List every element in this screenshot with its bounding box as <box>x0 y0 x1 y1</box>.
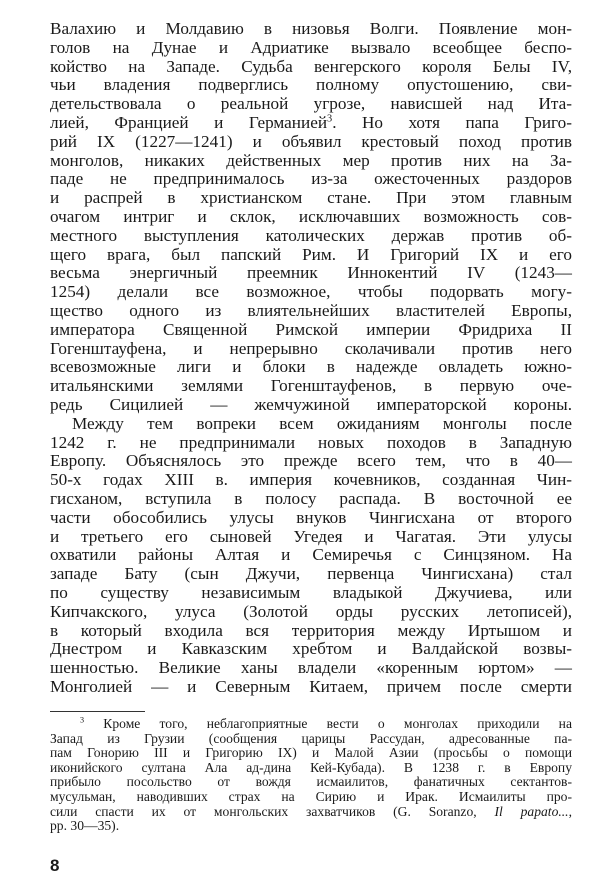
text-line: Европу. Объяснялось это прежде всего тем, что в 40— <box>50 451 572 471</box>
text-line: детельствовала о реальной угрозе, нависшей над Ита- <box>50 94 572 114</box>
text-line: щество одного из влиятельнейших властителей Европы, <box>50 300 572 320</box>
text-line: 1242 г. не предпринимали новых походов в Западную <box>50 432 572 452</box>
page-number: 8 <box>50 856 60 875</box>
citation-title: Il papato... <box>494 803 569 819</box>
text-segment: . Но хотя папа Григо- <box>332 112 572 132</box>
footnote-line: Запад из Грузии (сообщения царицы Рассудан, адресованные па- <box>50 730 572 746</box>
footnote-line: иконийского султана Ала ад-дина Кей-Кубада). В 1238 г. в Европу <box>50 759 572 775</box>
text-segment: Кроме того, неблагоприятные вести о монголах приходили на <box>103 716 572 731</box>
body-text <box>50 20 572 697</box>
text-segment: , <box>568 803 572 819</box>
text-line: императора Священной Римской империи Фридриха II <box>50 319 572 339</box>
text-line: Кипчакского, улуса (Золотой орды русских летописей), <box>50 601 572 621</box>
footnote-line: pp. 30—35). <box>50 818 120 834</box>
text-line: в который входила вся территория между Иртышом и <box>50 620 572 640</box>
text-line <box>50 114 572 133</box>
text-line: паде не предпринималось из-за ожесточенных раздоров <box>50 169 572 189</box>
text-line: монголов, никаких действенных мер против них на За- <box>50 150 572 170</box>
footnote-marker: 3 <box>80 715 85 725</box>
footnote-line: мусульман, наводивших страх на Сирию и Ирак. Исмаилиты про- <box>50 788 572 804</box>
text-line: и третьего его сыновей Угедея и Чагатая. Эти улусы <box>50 526 572 546</box>
text-line: 1254) делали все возможное, чтобы подорвать могу- <box>50 282 572 302</box>
footnote-line: прибыло посольство от вождя исмаилитов, фанатичных сектантов- <box>50 774 572 790</box>
text-line: местного выступления католических держав против об- <box>50 225 572 245</box>
text-line: по существу независимым владыкой Джучиева, или <box>50 582 572 602</box>
text-line: койство на Западе. Судьба венгерского короля Белы IV, <box>50 56 572 76</box>
text-line: Валахию и Молдавию в низовья Волги. Появление мон- <box>50 19 572 38</box>
text-line: очагом интриг и склок, исключавших возможность сов- <box>50 206 572 226</box>
text-segment: лией, Францией и Германией <box>50 112 328 132</box>
footnotes <box>50 717 572 834</box>
text-line: гисханом, вступила в полосу распада. В восточной ее <box>50 488 572 508</box>
text-line: Днестром и Кавказским хребтом и Валдайской возвы- <box>50 639 572 659</box>
text-line: Между тем вопреки всем ожиданиям монголы после <box>72 413 572 433</box>
text-line: и распрей в христианском стане. При этом главным <box>50 188 572 208</box>
text-line: охватили районы Алтая и Семиречья с Синцзяном. На <box>50 545 572 565</box>
text-line: шенностью. Великие ханы владели «коренным юртом» — <box>50 658 572 678</box>
footnote-line <box>50 805 572 820</box>
text-line: голов на Дунае и Адриатике вызвало всеобщее беспо- <box>50 37 572 57</box>
text-line: щего врага, был папский Рим. И Григорий IX и его <box>50 244 572 264</box>
footnote-line <box>50 717 572 732</box>
text-line: 50-х годах XIII в. империя кочевников, созданная Чин- <box>50 470 572 490</box>
text-line: рий IX (1227—1241) и объявил крестовый поход против <box>50 131 572 151</box>
footnote-divider <box>50 711 145 712</box>
text-line: всевозможные лиги и блоки в надежде овладеть южно- <box>50 357 572 377</box>
text-segment: сили спасти их от монгольских захватчиков (G. Soranzo, <box>50 803 495 819</box>
footnote-line: пам Гонорию III и Григорию IX) и Малой Азии (просьбы о помощи <box>50 745 572 761</box>
text-line: части обособились улусы внуков Чингисхана от второго <box>50 507 572 527</box>
footnote-reference[interactable]: 3 <box>327 113 333 125</box>
text-line: редь Сицилией — жемчужиной императорской короны. <box>50 394 572 414</box>
text-line: весьма энергичный преемник Иннокентий IV (1243— <box>50 263 572 283</box>
text-line: итальянскими землями Гогенштауфенов, в первую оче- <box>50 376 572 396</box>
text-line: Монголией — и Северным Китаем, причем после смерти <box>50 676 572 696</box>
text-line: Гогенштауфена, и непрерывно сколачивали против него <box>50 338 572 358</box>
text-line: чьи владения подверглись полному опустошению, сви- <box>50 75 572 95</box>
text-line: западе Бату (сын Джучи, первенца Чингисхана) стал <box>50 564 572 584</box>
